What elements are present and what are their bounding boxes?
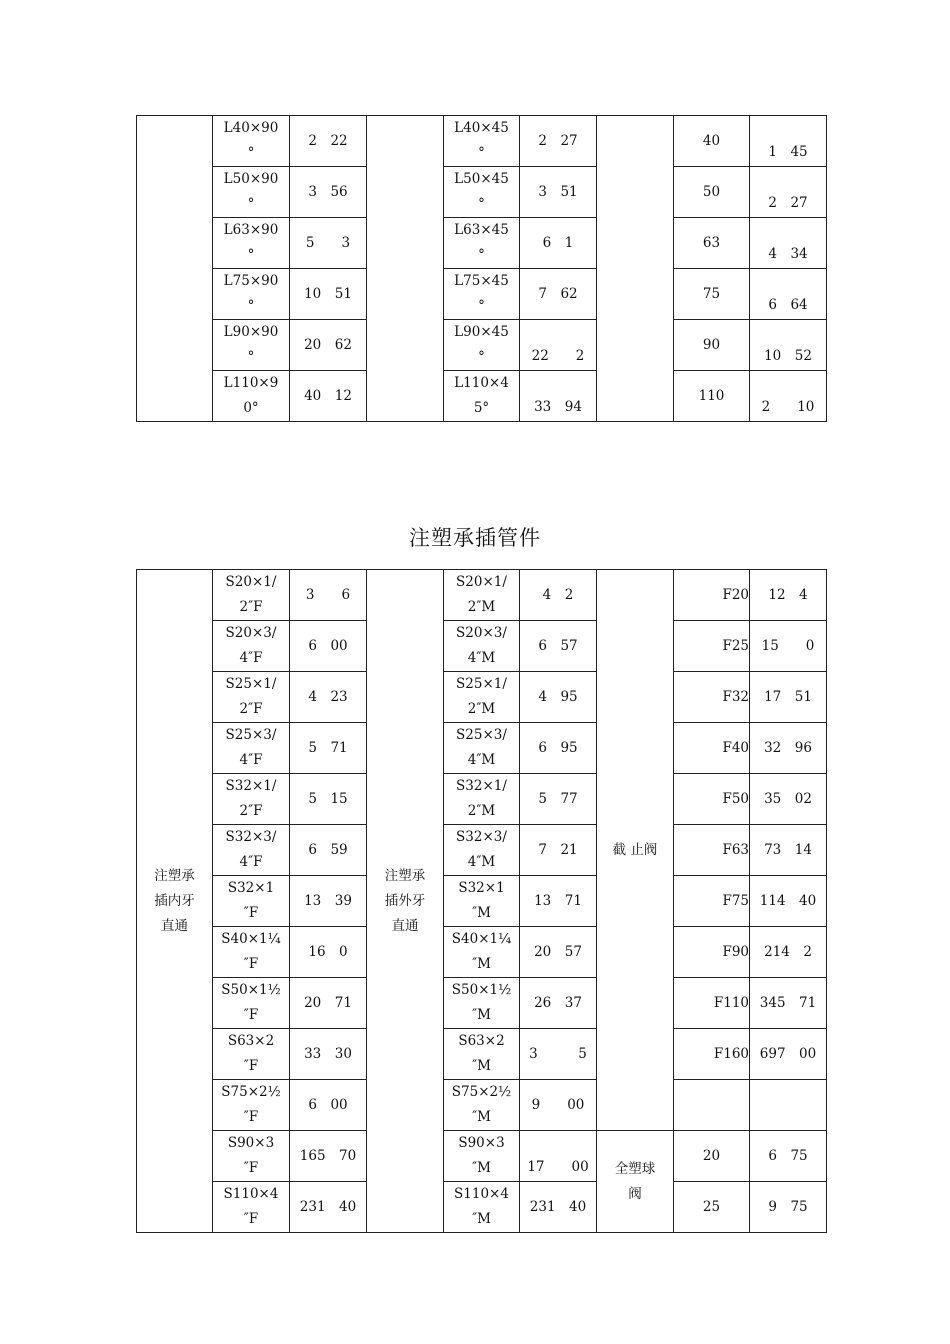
table-row xyxy=(137,1182,827,1233)
value-cell: 697 00 xyxy=(750,1029,827,1080)
value-cell: 2 22 xyxy=(290,116,367,167)
value-cell: 6 64 xyxy=(750,269,827,320)
category-cell xyxy=(367,116,444,422)
value-cell: 15 0 xyxy=(750,621,827,672)
spec-cell: L90×90 ° xyxy=(213,320,290,371)
category-cell: 全塑球 阀 xyxy=(597,1131,674,1233)
spec-cell: S25×3/ 4″M xyxy=(444,723,520,774)
spec-cell: S50×1½ ″F xyxy=(213,978,290,1029)
value-cell: 33 94 xyxy=(520,371,597,422)
value-cell: 2 27 xyxy=(520,116,597,167)
size-label: 90 xyxy=(674,320,750,371)
table-row xyxy=(137,672,827,723)
table-row xyxy=(137,876,827,927)
size-label: 40 xyxy=(674,116,750,167)
spec-cell: L63×45 ° xyxy=(444,218,520,269)
value-cell: 9 75 xyxy=(750,1182,827,1233)
spec-cell: L90×45 ° xyxy=(444,320,520,371)
size-label: 25 xyxy=(674,1182,750,1233)
spec-cell: S32×1/ 2″M xyxy=(444,774,520,825)
value-cell: 345 71 xyxy=(750,978,827,1029)
spec-cell: S75×2½ ″F xyxy=(213,1080,290,1131)
spec-cell: L50×45 ° xyxy=(444,167,520,218)
spec-cell: S40×1¼ ″M xyxy=(444,927,520,978)
value-cell: 33 30 xyxy=(290,1029,367,1080)
value-cell: 2 27 xyxy=(750,167,827,218)
value-cell: 13 39 xyxy=(290,876,367,927)
spec-cell: S20×3/ 4″F xyxy=(213,621,290,672)
table-row xyxy=(137,1029,827,1080)
value-cell: 35 02 xyxy=(750,774,827,825)
table-row xyxy=(137,570,827,621)
value-cell: 22 2 xyxy=(520,320,597,371)
value-cell: 13 71 xyxy=(520,876,597,927)
value-cell: 3 5 xyxy=(520,1029,597,1080)
value-cell: 231 40 xyxy=(290,1182,367,1233)
value-cell: 4 95 xyxy=(520,672,597,723)
size-label: F25 xyxy=(674,621,750,672)
spec-cell: S63×2 ″F xyxy=(213,1029,290,1080)
size-label: 20 xyxy=(674,1131,750,1182)
spec-cell: S25×1/ 2″F xyxy=(213,672,290,723)
spec-cell: L40×90 ° xyxy=(213,116,290,167)
size-label: F75 xyxy=(674,876,750,927)
size-label: F110 xyxy=(674,978,750,1029)
category-cell xyxy=(137,116,213,422)
value-cell: 9 00 xyxy=(520,1080,597,1131)
spec-cell: L50×90 ° xyxy=(213,167,290,218)
value-cell: 6 57 xyxy=(520,621,597,672)
value-cell: 114 40 xyxy=(750,876,827,927)
value-cell: 165 70 xyxy=(290,1131,367,1182)
value-cell: 2 10 xyxy=(750,371,827,422)
table-row xyxy=(137,1131,827,1182)
table-row xyxy=(137,978,827,1029)
spec-cell: S110×4 ″F xyxy=(213,1182,290,1233)
spec-cell: S25×1/ 2″M xyxy=(444,672,520,723)
size-label: F50 xyxy=(674,774,750,825)
fittings-table-1 xyxy=(136,115,827,422)
spec-cell: S32×1 ″F xyxy=(213,876,290,927)
value-cell: 5 15 xyxy=(290,774,367,825)
value-cell: 214 2 xyxy=(750,927,827,978)
spec-cell: S32×1 ″M xyxy=(444,876,520,927)
size-label: F32 xyxy=(674,672,750,723)
spec-cell: S25×3/ 4″F xyxy=(213,723,290,774)
spec-cell: S40×1¼ ″F xyxy=(213,927,290,978)
spec-cell: S32×3/ 4″M xyxy=(444,825,520,876)
spec-cell: S50×1½ ″M xyxy=(444,978,520,1029)
size-label: F160 xyxy=(674,1029,750,1080)
spec-cell: S63×2 ″M xyxy=(444,1029,520,1080)
spec-cell: L110×4 5° xyxy=(444,371,520,422)
table-row xyxy=(137,320,827,371)
value-cell: 5 77 xyxy=(520,774,597,825)
value-cell: 7 62 xyxy=(520,269,597,320)
size-label: F20 xyxy=(674,570,750,621)
value-cell: 10 52 xyxy=(750,320,827,371)
table-row xyxy=(137,621,827,672)
table-row xyxy=(137,927,827,978)
spec-cell: S32×3/ 4″F xyxy=(213,825,290,876)
value-cell: 231 40 xyxy=(520,1182,597,1233)
size-label: F90 xyxy=(674,927,750,978)
value-cell: 1 45 xyxy=(750,116,827,167)
value-cell: 26 37 xyxy=(520,978,597,1029)
value-cell: 16 0 xyxy=(290,927,367,978)
table-row xyxy=(137,116,827,167)
value-cell: 6 00 xyxy=(290,1080,367,1131)
size-label xyxy=(674,1080,750,1131)
spec-cell: S90×3 ″M xyxy=(444,1131,520,1182)
value-cell: 7 21 xyxy=(520,825,597,876)
spec-cell: S20×1/ 2″M xyxy=(444,570,520,621)
table-row xyxy=(137,167,827,218)
spec-cell: S20×1/ 2″F xyxy=(213,570,290,621)
value-cell: 6 95 xyxy=(520,723,597,774)
value-cell: 4 2 xyxy=(520,570,597,621)
value-cell: 40 12 xyxy=(290,371,367,422)
spec-cell: S20×3/ 4″M xyxy=(444,621,520,672)
value-cell: 32 96 xyxy=(750,723,827,774)
spec-cell: L63×90 ° xyxy=(213,218,290,269)
value-cell xyxy=(750,1080,827,1131)
spec-cell: S90×3 ″F xyxy=(213,1131,290,1182)
value-cell: 3 6 xyxy=(290,570,367,621)
value-cell: 17 00 xyxy=(520,1131,597,1182)
size-label: F63 xyxy=(674,825,750,876)
table-row xyxy=(137,774,827,825)
category-cell xyxy=(597,116,674,422)
table-row xyxy=(137,723,827,774)
value-cell: 20 57 xyxy=(520,927,597,978)
table-row xyxy=(137,218,827,269)
value-cell: 6 59 xyxy=(290,825,367,876)
table-row xyxy=(137,269,827,320)
value-cell: 12 4 xyxy=(750,570,827,621)
spec-cell: S32×1/ 2″F xyxy=(213,774,290,825)
value-cell: 6 00 xyxy=(290,621,367,672)
value-cell: 73 14 xyxy=(750,825,827,876)
value-cell: 5 71 xyxy=(290,723,367,774)
value-cell: 3 51 xyxy=(520,167,597,218)
section-title: 注塑承插管件 xyxy=(409,526,541,550)
spec-cell: S110×4 ″M xyxy=(444,1182,520,1233)
value-cell: 3 56 xyxy=(290,167,367,218)
value-cell: 4 34 xyxy=(750,218,827,269)
category-cell: 注塑承 插外牙 直通 xyxy=(367,570,444,1233)
value-cell: 20 62 xyxy=(290,320,367,371)
spec-cell: L40×45 ° xyxy=(444,116,520,167)
spec-cell: L75×45 ° xyxy=(444,269,520,320)
spec-cell: L75×90 ° xyxy=(213,269,290,320)
size-label: 110 xyxy=(674,371,750,422)
value-cell: 6 75 xyxy=(750,1131,827,1182)
table-row xyxy=(137,371,827,422)
category-cell: 注塑承 插内牙 直通 xyxy=(137,570,213,1233)
value-cell: 17 51 xyxy=(750,672,827,723)
size-label: 63 xyxy=(674,218,750,269)
size-label: 75 xyxy=(674,269,750,320)
value-cell: 5 3 xyxy=(290,218,367,269)
size-label: 50 xyxy=(674,167,750,218)
spec-cell: S75×2½ ″M xyxy=(444,1080,520,1131)
value-cell: 4 23 xyxy=(290,672,367,723)
fittings-table-2 xyxy=(136,569,827,1233)
size-label: F40 xyxy=(674,723,750,774)
spec-cell: L110×9 0° xyxy=(213,371,290,422)
category-cell: 截 止阀 xyxy=(597,570,674,1131)
table-row xyxy=(137,1080,827,1131)
value-cell: 6 1 xyxy=(520,218,597,269)
table-row xyxy=(137,825,827,876)
value-cell: 10 51 xyxy=(290,269,367,320)
value-cell: 20 71 xyxy=(290,978,367,1029)
